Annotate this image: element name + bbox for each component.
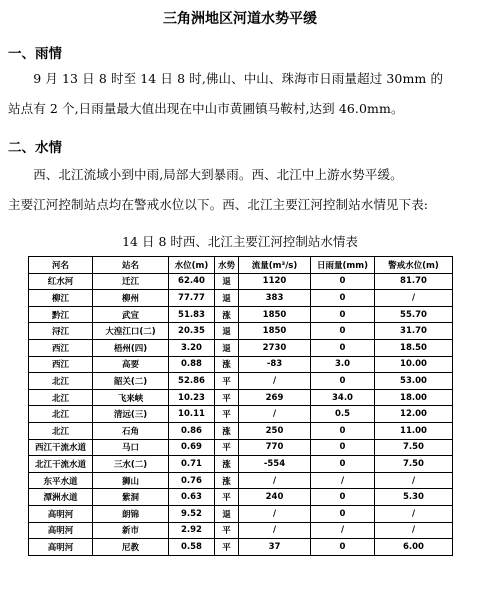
cell-warning-level: 53.00: [375, 373, 453, 390]
cell-station: 朗锦: [93, 505, 169, 522]
cell-rainfall: 34.0: [311, 389, 375, 406]
cell-warning-level: 18.00: [375, 389, 453, 406]
cell-river: 高明河: [29, 505, 93, 522]
cell-warning-level: 7.50: [375, 456, 453, 473]
cell-trend: 退: [215, 290, 239, 307]
table-row: [29, 456, 453, 473]
cell-level: 0.71: [169, 456, 215, 473]
cell-rainfall: 0: [311, 539, 375, 556]
cell-river: 东平水道: [29, 472, 93, 489]
cell-flow: -554: [239, 456, 311, 473]
cell-rainfall: 0.5: [311, 406, 375, 423]
cell-station: 大湟江口(二): [93, 323, 169, 340]
cell-flow: 37: [239, 539, 311, 556]
cell-trend: 涨: [215, 306, 239, 323]
table-row: [29, 422, 453, 439]
cell-flow: /: [239, 505, 311, 522]
cell-river: 红水河: [29, 273, 93, 290]
table-header-row: [29, 257, 453, 274]
page-title: 三角洲地区河道水势平缓: [163, 11, 317, 27]
cell-flow: 2730: [239, 339, 311, 356]
table-row: [29, 489, 453, 506]
cell-river: 高明河: [29, 539, 93, 556]
table-row: [29, 472, 453, 489]
cell-warning-level: 10.00: [375, 356, 453, 373]
water-table: [28, 256, 453, 556]
cell-station: 狮山: [93, 472, 169, 489]
header-station: 站名: [93, 257, 169, 274]
cell-flow: 770: [239, 439, 311, 456]
cell-flow: 250: [239, 422, 311, 439]
cell-warning-level: 31.70: [375, 323, 453, 340]
cell-station: 飞来峡: [93, 389, 169, 406]
header-flow: 流量(m³/s): [239, 257, 311, 274]
cell-station: 三水(二): [93, 456, 169, 473]
cell-level: 10.11: [169, 406, 215, 423]
cell-flow: 1850: [239, 323, 311, 340]
table-row: [29, 439, 453, 456]
cell-flow: 1850: [239, 306, 311, 323]
cell-river: 浔江: [29, 323, 93, 340]
cell-rainfall: 3.0: [311, 356, 375, 373]
cell-trend: 涨: [215, 472, 239, 489]
cell-trend: 平: [215, 539, 239, 556]
cell-river: 北江干流水道: [29, 456, 93, 473]
table-caption: 14 日 8 时西、北江主要江河控制站水情表: [122, 234, 358, 249]
cell-flow: /: [239, 406, 311, 423]
cell-rainfall: 0: [311, 439, 375, 456]
table-row: [29, 339, 453, 356]
cell-warning-level: 5.30: [375, 489, 453, 506]
cell-station: 石角: [93, 422, 169, 439]
table-row: [29, 273, 453, 290]
cell-river: 西江: [29, 339, 93, 356]
header-rainfall: 日雨量(mm): [311, 257, 375, 274]
table-row: [29, 290, 453, 307]
cell-rainfall: /: [311, 472, 375, 489]
cell-river: 西江: [29, 356, 93, 373]
header-trend: 水势: [215, 257, 239, 274]
cell-rainfall: 0: [311, 456, 375, 473]
cell-flow: /: [239, 472, 311, 489]
cell-rainfall: 0: [311, 373, 375, 390]
cell-trend: 退: [215, 339, 239, 356]
cell-rainfall: 0: [311, 422, 375, 439]
cell-trend: 涨: [215, 422, 239, 439]
cell-trend: 涨: [215, 456, 239, 473]
cell-station: 清远(三): [93, 406, 169, 423]
cell-station: 武宣: [93, 306, 169, 323]
cell-station: 韶关(二): [93, 373, 169, 390]
header-river: 河名: [29, 257, 93, 274]
water-line: 西、北江流域小到中雨,局部大到暴雨。西、北江中上游水势平缓。: [8, 167, 403, 182]
cell-rainfall: 0: [311, 273, 375, 290]
cell-river: 北江: [29, 422, 93, 439]
cell-trend: 平: [215, 489, 239, 506]
table-row: [29, 539, 453, 556]
cell-level: 20.35: [169, 323, 215, 340]
table-row: [29, 522, 453, 539]
table-row: [29, 306, 453, 323]
cell-flow: 383: [239, 290, 311, 307]
cell-trend: 退: [215, 505, 239, 522]
cell-level: 10.23: [169, 389, 215, 406]
table-row: [29, 505, 453, 522]
cell-rainfall: 0: [311, 339, 375, 356]
cell-level: 3.20: [169, 339, 215, 356]
table-body: [29, 273, 453, 555]
cell-trend: 退: [215, 273, 239, 290]
header-level: 水位(m): [169, 257, 215, 274]
cell-warning-level: 12.00: [375, 406, 453, 423]
cell-level: 9.52: [169, 505, 215, 522]
cell-level: 0.88: [169, 356, 215, 373]
cell-station: 尼教: [93, 539, 169, 556]
cell-warning-level: /: [375, 472, 453, 489]
cell-river: 西江干流水道: [29, 439, 93, 456]
cell-station: 新市: [93, 522, 169, 539]
water-line: 主要江河控制站点均在警戒水位以下。西、北江主要江河控制站水情见下表:: [8, 197, 429, 212]
cell-warning-level: 55.70: [375, 306, 453, 323]
cell-flow: 269: [239, 389, 311, 406]
cell-level: 62.40: [169, 273, 215, 290]
cell-warning-level: 18.50: [375, 339, 453, 356]
cell-warning-level: 6.00: [375, 539, 453, 556]
header-warning-level: 警戒水位(m): [375, 257, 453, 274]
cell-rainfall: /: [311, 522, 375, 539]
cell-flow: /: [239, 373, 311, 390]
cell-level: 0.86: [169, 422, 215, 439]
table-row: [29, 406, 453, 423]
cell-rainfall: 0: [311, 306, 375, 323]
cell-river: 北江: [29, 389, 93, 406]
cell-level: 51.83: [169, 306, 215, 323]
rain-line: 站点有 2 个,日雨量最大值出现在中山市黄圃镇马鞍村,达到 46.0mm。: [8, 101, 404, 116]
cell-flow: 1120: [239, 273, 311, 290]
cell-station: 紫洞: [93, 489, 169, 506]
cell-river: 北江: [29, 373, 93, 390]
cell-warning-level: /: [375, 290, 453, 307]
cell-warning-level: 81.70: [375, 273, 453, 290]
cell-level: 0.63: [169, 489, 215, 506]
cell-trend: 平: [215, 439, 239, 456]
cell-warning-level: 7.50: [375, 439, 453, 456]
cell-level: 2.92: [169, 522, 215, 539]
table-row: [29, 373, 453, 390]
cell-trend: 涨: [215, 356, 239, 373]
rain-paragraph: [8, 64, 472, 124]
cell-level: 52.86: [169, 373, 215, 390]
cell-trend: 平: [215, 373, 239, 390]
cell-station: 柳州: [93, 290, 169, 307]
cell-warning-level: /: [375, 505, 453, 522]
cell-warning-level: /: [375, 522, 453, 539]
cell-station: 高要: [93, 356, 169, 373]
rain-line: 9 月 13 日 8 时至 14 日 8 时,佛山、中山、珠海市日雨量超过 30mm 的: [8, 71, 444, 86]
cell-flow: /: [239, 522, 311, 539]
section-heading-rain: 一、雨情: [8, 46, 62, 62]
cell-rainfall: 0: [311, 505, 375, 522]
cell-river: 柳江: [29, 290, 93, 307]
table-row: [29, 356, 453, 373]
cell-river: 黔江: [29, 306, 93, 323]
water-paragraph: [8, 160, 472, 220]
cell-station: 迁江: [93, 273, 169, 290]
cell-river: 潭洲水道: [29, 489, 93, 506]
cell-station: 梧州(四): [93, 339, 169, 356]
cell-flow: -83: [239, 356, 311, 373]
cell-trend: 退: [215, 323, 239, 340]
cell-rainfall: 0: [311, 290, 375, 307]
section-heading-water: 二、水情: [8, 140, 62, 156]
cell-level: 0.76: [169, 472, 215, 489]
cell-warning-level: 11.00: [375, 422, 453, 439]
cell-trend: 平: [215, 389, 239, 406]
cell-river: 高明河: [29, 522, 93, 539]
cell-rainfall: 0: [311, 323, 375, 340]
cell-trend: 平: [215, 522, 239, 539]
cell-trend: 平: [215, 406, 239, 423]
cell-river: 北江: [29, 406, 93, 423]
cell-flow: 240: [239, 489, 311, 506]
table-row: [29, 323, 453, 340]
cell-level: 0.69: [169, 439, 215, 456]
cell-level: 77.77: [169, 290, 215, 307]
cell-station: 马口: [93, 439, 169, 456]
cell-level: 0.58: [169, 539, 215, 556]
table-row: [29, 389, 453, 406]
cell-rainfall: 0: [311, 489, 375, 506]
